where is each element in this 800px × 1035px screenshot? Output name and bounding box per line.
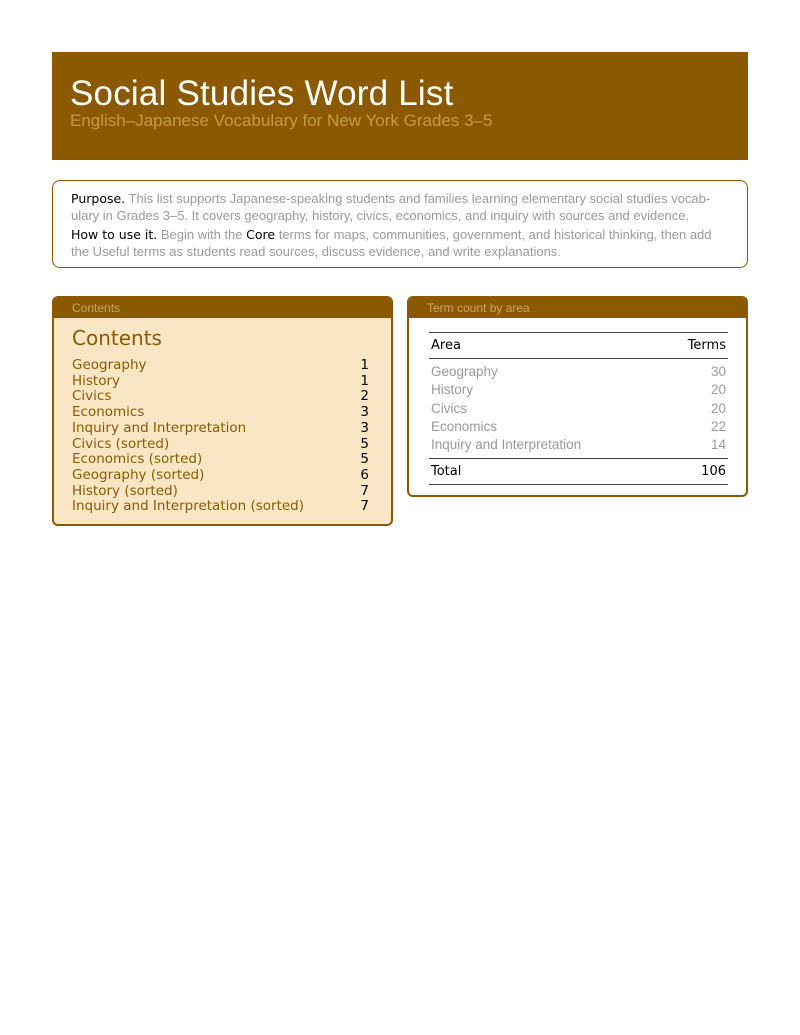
- terms-cell: 30: [710, 364, 726, 380]
- contents-tab: Contents: [54, 298, 391, 318]
- contents-item-page: 3: [360, 419, 369, 436]
- contents-item-label[interactable]: Economics: [72, 404, 145, 421]
- area-cell: History: [431, 382, 474, 398]
- contents-item[interactable]: [72, 389, 369, 405]
- purpose-text: This list supports Japanese-speaking students and families learning elementary social studies vocab-ulary in Grades 3–5. It covers geography, history, civics, economics, and inquiry with sources and evidence.: [71, 191, 711, 223]
- total-value: 106: [664, 458, 728, 484]
- contents-panel: [52, 296, 393, 526]
- contents-item[interactable]: [72, 358, 369, 374]
- contents-item-page: 6: [360, 466, 369, 483]
- area-cell: Economics: [431, 419, 498, 435]
- contents-item-label[interactable]: History (sorted): [72, 482, 178, 499]
- terms-cell: 22: [710, 419, 726, 435]
- terms-cell: 20: [710, 400, 726, 416]
- contents-item[interactable]: [72, 484, 369, 500]
- contents-item-label[interactable]: Civics: [72, 388, 112, 405]
- contents-item-page: 5: [360, 435, 369, 452]
- contents-item-label[interactable]: Inquiry and Interpretation: [72, 419, 247, 436]
- contents-item-label[interactable]: Inquiry and Interpretation (sorted): [72, 498, 305, 515]
- how-to-use-text-a: Begin with the: [160, 227, 243, 242]
- area-cell: Civics: [431, 400, 467, 416]
- title-banner: [52, 52, 748, 160]
- core-label: Core: [246, 227, 276, 242]
- purpose-paragraph: [71, 190, 729, 224]
- area-cell: Inquiry and Interpretation: [431, 437, 582, 453]
- term-count-table: [429, 332, 728, 485]
- terms-cell: 14: [710, 437, 726, 453]
- table-row: [429, 359, 728, 381]
- how-to-use-text-b: terms for maps, communities, government, and historical thinking, then add the Useful terms as students read sources, discuss evidence, and write explanations.: [71, 227, 712, 259]
- purpose-box: [52, 180, 748, 268]
- contents-item-label[interactable]: Geography (sorted): [72, 466, 205, 483]
- contents-item-label[interactable]: Civics (sorted): [72, 435, 170, 452]
- contents-item-page: 7: [360, 498, 369, 515]
- contents-item[interactable]: [72, 452, 369, 468]
- contents-item[interactable]: [72, 405, 369, 421]
- page-title: Social Studies Word List: [70, 74, 454, 113]
- term-count-tab: Term count by area: [409, 298, 746, 318]
- page-subtitle: English–Japanese Vocabulary for New York Grades 3–5: [70, 111, 493, 130]
- table-row: [429, 418, 728, 437]
- total-row: [429, 458, 728, 484]
- table-row: [429, 399, 728, 418]
- terms-column-header: Terms: [664, 333, 728, 359]
- area-cell: Geography: [431, 364, 498, 380]
- contents-list: [72, 358, 369, 515]
- contents-item-page: 7: [360, 482, 369, 499]
- table-row: [429, 381, 728, 400]
- contents-item[interactable]: [72, 499, 369, 515]
- contents-item-label[interactable]: Geography: [72, 357, 147, 373]
- term-count-body: [429, 359, 728, 459]
- how-to-use-paragraph: [71, 226, 729, 260]
- contents-item[interactable]: [72, 374, 369, 390]
- purpose-label: Purpose.: [71, 191, 126, 206]
- contents-item-page: 3: [360, 404, 369, 421]
- contents-item[interactable]: [72, 468, 369, 484]
- how-to-use-label: How to use it.: [71, 227, 158, 242]
- terms-cell: 20: [710, 382, 726, 398]
- term-count-panel: [407, 296, 748, 497]
- contents-item-page: 2: [360, 388, 369, 405]
- contents-item-label[interactable]: Economics (sorted): [72, 451, 203, 468]
- contents-item[interactable]: [72, 437, 369, 453]
- total-label: Total: [429, 458, 664, 484]
- contents-item[interactable]: [72, 421, 369, 437]
- contents-item-page: 5: [360, 451, 369, 468]
- contents-item-label[interactable]: History: [72, 372, 121, 389]
- contents-heading: Contents: [72, 326, 162, 350]
- table-header-row: [429, 333, 728, 359]
- contents-item-page: 1: [360, 372, 369, 389]
- table-row: [429, 436, 728, 458]
- area-column-header: Area: [429, 333, 664, 359]
- contents-item-page: 1: [360, 357, 369, 373]
